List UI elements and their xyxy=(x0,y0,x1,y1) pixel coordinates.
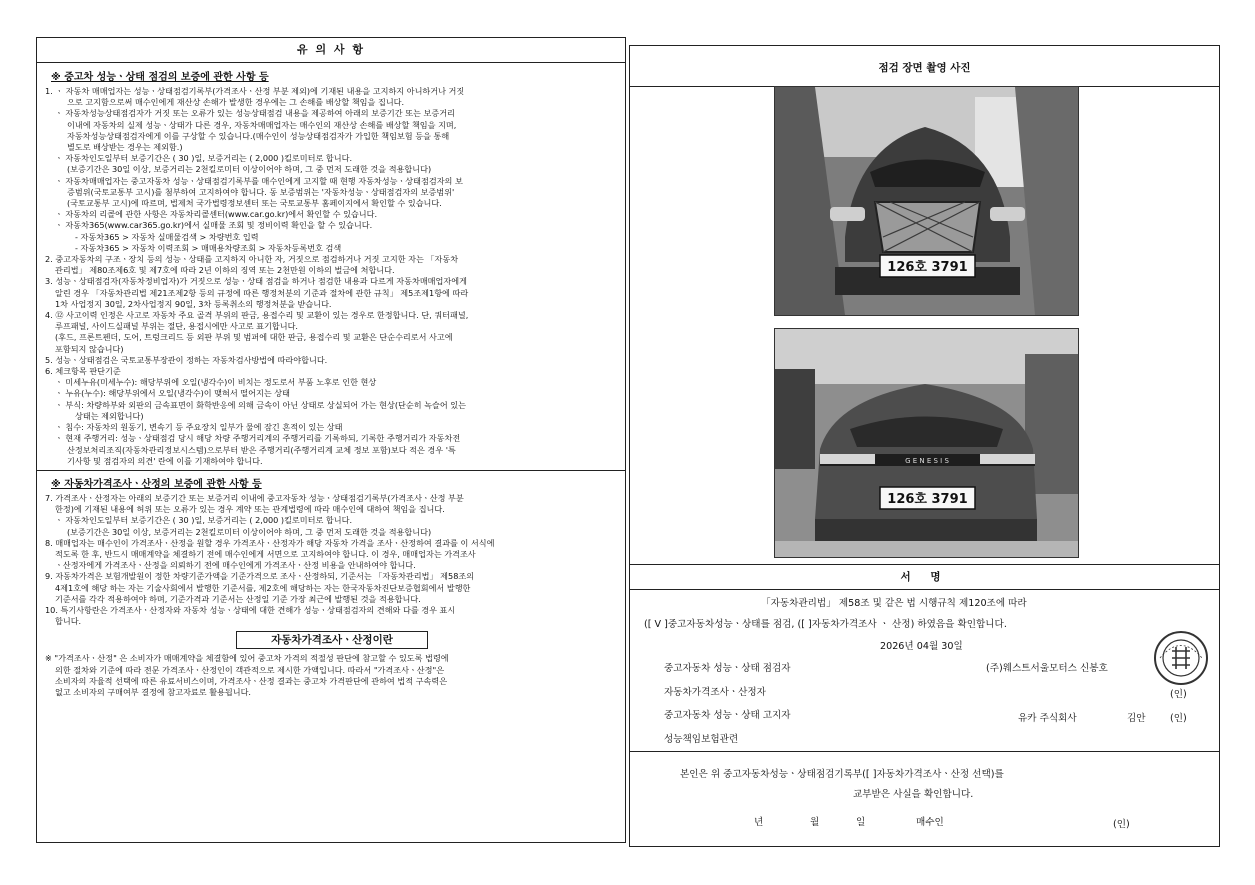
notice-line: ㆍ산정자에게 가격조사ㆍ산정을 의뢰하기 전에 매수인에게 가격조사ㆍ산정 비용을 안내하여야 합니다. xyxy=(55,560,416,571)
signature-date: 2026년 04월 30일 xyxy=(880,641,963,652)
receipt-divider xyxy=(630,751,1219,752)
company-seal-stamp xyxy=(1152,629,1210,687)
notice-line: ㆍ 자동차인도일부터 보증기간은 ( 30 )일, 보증거리는 ( 2,000 )킬로미터로 합니다. xyxy=(55,153,353,164)
notice-line: 루프패널, 사이드실패널 부위는 절단, 용접시에만 사고로 표기합니다. xyxy=(55,321,299,332)
appraiser-seal: (인) xyxy=(1170,689,1187,700)
notifier-company: 유카 주식회사 xyxy=(1018,713,1077,724)
receipt-line-1: 본인은 위 중고자동차성능ㆍ상태점검기록부([ ]자동차가격조사ㆍ산정 선택)를 xyxy=(680,769,1004,780)
notifier-seal: (인) xyxy=(1170,713,1187,724)
notice-line: 상태는 제외합니다) xyxy=(75,410,144,421)
notice-line: ㆍ 자동차365(www.car365.go.kr)에서 실매물 조회 및 정비이력 확인을 할 수 있습니다. xyxy=(55,220,373,231)
notice-line: 의한 절차와 기준에 따라 전문 가격조사ㆍ산정인이 객관적으로 제시한 가액입니다. 따라서 "가격조사ㆍ산정"은 xyxy=(55,664,445,675)
notice-line: 5. 성능ㆍ상태점검은 국토교통부장관이 정하는 자동차검사방법에 따라야합니다. xyxy=(45,354,328,365)
photo-title: 점검 장면 촬영 사진 xyxy=(630,46,1219,87)
notice-line: 기사항 및 점검자의 의견' 란에 이를 기재하여야 합니다. xyxy=(67,455,263,466)
notice-line: 기준서를 각각 적용하여야 하며, 기준가격과 기준서는 산정일 기준 가장 최근에 발행된 것을 적용합니다. xyxy=(55,593,421,604)
section2-list xyxy=(45,493,619,627)
notice-line: 관리법」 제80조제6호 및 제7호에 따라 2년 이하의 징역 또는 2천만원 이하의 벌금에 처합니다. xyxy=(55,265,395,276)
notice-line: 9. 자동차가격은 보험개발원이 정한 차량기준가액을 기준가격으로 조사ㆍ산정하되, 기준서는 「자동차관리법」 제58조의 xyxy=(45,571,475,582)
notice-line: 별도로 배상받는 경우는 제외함.) xyxy=(67,142,183,153)
month-label: 월 xyxy=(810,817,820,828)
signature-title: 서 명 xyxy=(630,564,1219,590)
notice-line: 적도록 한 후, 반드시 매매계약을 체결하기 전에 매수인에게 서면으로 고지하여야 합니다. 이 경우, 매매업자는 가격조사 xyxy=(55,548,476,559)
notice-line: ㆍ 현재 주행거리: 성능ㆍ상태점검 당시 해당 차량 주행거리계의 주행거리를 기록하되, 기록한 주행거리가 자동차전 xyxy=(55,433,461,444)
notice-line: 1. ㆍ 자동차 매매업자는 성능ㆍ상태점검기록부(가격조사ㆍ산정 부분 제외)에 기재된 내용을 고지하지 아니하거나 거짓 xyxy=(45,86,465,96)
day-label: 일 xyxy=(856,817,866,828)
front-car-photo xyxy=(774,86,1079,316)
notice-line: (보증기간은 30일 이상, 보증거리는 2천킬로미터 이상이어야 하며, 그 중 먼저 도래한 것을 적용합니다) xyxy=(67,164,432,175)
law-reference: 「자동차관리법」 제58조 및 같은 법 시행규칙 제120조에 따라 xyxy=(761,598,1027,609)
insurance-role: 성능책임보험관련 xyxy=(664,734,739,745)
notice-line: 한정)에 기재된 내용에 허위 또는 오류가 있는 경우 계약 또는 관계법령에 따라 매수인에 대하여 책임을 집니다. xyxy=(55,504,445,515)
section1-list xyxy=(45,86,619,467)
notice-line: 1차 사업정지 30일, 2차사업정지 90일, 3차 등록취소의 행정처분을 받습니다. xyxy=(55,298,332,309)
buyer-seal: (인) xyxy=(1113,819,1130,830)
section2-title: ※ 자동차가격조사ㆍ산정의 보증에 관한 사항 등 xyxy=(51,478,262,490)
notice-line: 10. 특기사항란은 가격조사ㆍ산정자와 자동차 성능ㆍ상태에 대한 견해가 성능ㆍ상태점검자의 견해와 다를 경우 표시 xyxy=(45,604,456,615)
rear-badge: G E N E S I S xyxy=(905,457,949,465)
front-plate-number: 126호 3791 xyxy=(887,260,968,275)
notice-line: 자동차성능상태점검자에게 이를 구상할 수 있습니다.(매수인이 성능상태점검자가 가입한 책임보험 등을 통해 xyxy=(67,130,450,141)
notice-line: - 자동차365 > 자동차 실매물검색 > 차량번호 입력 xyxy=(75,231,259,242)
notice-body xyxy=(37,64,625,842)
notice-line: ㆍ 침수: 자동차의 원동기, 변속기 등 주요장치 일부가 물에 잠긴 흔적이 있는 상태 xyxy=(55,422,343,433)
notice-line: 4. ⑫ 사고이력 인정은 사고로 자동차 주요 골격 부위의 판금, 용접수리 및 교환이 있는 경우로 한정합니다. 단, 쿼터패널, xyxy=(45,310,469,321)
notice-line: 7. 가격조사ㆍ산정자는 아래의 보증기간 또는 보증거리 이내에 중고자동차 성능ㆍ상태점검기록부(가격조사ㆍ산정 부분 xyxy=(45,492,464,503)
price-definition-title: 자동차가격조사ㆍ산정이란 xyxy=(236,631,428,649)
inspector-role: 중고자동차 성능ㆍ상태 점검자 xyxy=(664,663,791,674)
notice-line: ㆍ 누유(누수): 해당부위에서 오일(냉각수)이 맺혀서 떨어지는 상태 xyxy=(55,388,290,399)
buyer-label: 매수인 xyxy=(916,817,944,828)
appraiser-role: 자동차가격조사ㆍ산정자 xyxy=(664,687,766,698)
notice-line: ㆍ 자동차의 리콜에 관한 사항은 자동차리콜센터(www.car.go.kr)에서 확인할 수 있습니다. xyxy=(55,209,378,220)
notice-line: 6. 체크항목 판단기준 xyxy=(45,366,121,377)
notice-line: 소비자의 자율적 선택에 따른 유료서비스이며, 가격조사ㆍ산정 결과는 중고차 가격판단에 관하여 법적 구속력은 xyxy=(55,675,448,686)
notice-line: ㆍ 자동차성능상태점검자가 거짓 또는 오류가 있는 성능상태점검 내용을 제공하여 아래의 보증기간 또는 보증거리 xyxy=(55,108,455,119)
photo-signature-panel xyxy=(629,45,1220,847)
notice-line: 으로 고지함으로써 매수인에게 재산상 손해가 발생한 경우에는 그 손해를 배상할 책임을 집니다. xyxy=(67,97,405,108)
rear-plate-number: 126호 3791 xyxy=(887,492,968,507)
notice-line: ※ "가격조사ㆍ산정" 은 소비자가 매매계약을 체결함에 있어 중고차 가격의 적절성 판단에 참고할 수 있도록 법령에 xyxy=(45,653,449,664)
section3-list xyxy=(45,653,619,698)
section1-title: ※ 중고차 성능ㆍ상태 점검의 보증에 관한 사항 등 xyxy=(51,72,269,83)
notice-line: 2. 중고자동차의 구조ㆍ장치 등의 성능ㆍ상태를 고지하지 아니한 자, 거짓으로 점검하거나 거짓 고지한 자는 「자동차 xyxy=(45,254,459,265)
notice-line: (후드, 프론트펜더, 도어, 트렁크리드 등 외판 부위 및 범퍼에 대한 판금, 용접수리 및 교환은 단순수리로서 사고에 xyxy=(55,332,453,343)
notice-line: 4제1호에 해당 하는 자는 기술사회에서 발행한 기준서를, 제2호에 해당하는 자는 한국자동차진단보증협회에서 발행한 xyxy=(55,582,471,593)
notice-line: 이내에 자동차의 실제 성능ㆍ상태가 다른 경우, 자동차매매업자는 매수인의 재산상 손해를 배상할 책임을 지며, xyxy=(67,119,457,130)
year-label: 년 xyxy=(754,817,764,828)
receipt-line-2: 교부받은 사실을 확인합니다. xyxy=(853,789,974,800)
notice-line: - 자동차365 > 자동차 이력조회 > 매매용차량조회 > 자동차등록번호 검색 xyxy=(75,242,342,253)
notice-line: ㆍ 미세누유(미세누수): 해당부위에 오일(냉각수)이 비치는 정도로서 부품 노후로 인한 현상 xyxy=(55,377,377,388)
notice-line: (국토교통부 고시)에 따르며, 법제처 국가법령정보센터 또는 국토교통부 홈페이지에서 확인할 수 있습니다. xyxy=(67,198,442,209)
notice-line: 포함되지 않습니다) xyxy=(55,343,124,354)
notifier-role: 중고자동차 성능ㆍ상태 고지자 xyxy=(664,710,791,721)
notice-line: 산정보처리조직(자동차관리정보시스템)으로부터 받은 주행거리(주행거리계 교체 정보 포함)보다 적은 경우 '특 xyxy=(67,444,456,455)
notice-line: ㆍ 부식: 차량하부와 외판의 금속표면이 화학반응에 의해 금속이 아닌 상태로 상실되어 가는 현상(단순히 녹슬어 있는 xyxy=(55,399,466,410)
notice-title: 유 의 사 항 xyxy=(37,38,625,63)
front-car-image xyxy=(775,87,1078,315)
notice-line: 알린 경우 「자동차관리법 제21조제2항 등의 규정에 따른 행정처분의 기준과 절차에 관한 규칙」 제5조제1항에 따라 xyxy=(55,287,469,298)
inspector-name: (주)웨스트서울모터스 신봉호 xyxy=(986,663,1108,674)
notice-line: 합니다. xyxy=(55,616,82,627)
notifier-person: 김안 xyxy=(1127,713,1146,724)
notice-line: 3. 성능ㆍ상태점검자(자동차정비업자)가 거짓으로 성능ㆍ상태 점검을 하거나 점검한 내용과 다르게 자동차매매업자에게 xyxy=(45,276,467,287)
notice-line: ㆍ 자동차매매업자는 중고자동차 성능ㆍ상태점검기록부를 매수인에게 고지할 때 현행 자동차성능ㆍ상태점검자의 보 xyxy=(55,175,463,186)
notice-line: 없고 소비자의 구매여부 결정에 참고자료로 활용됩니다. xyxy=(55,686,252,697)
section-divider xyxy=(37,470,625,471)
notice-line: 8. 매매업자는 매수인이 가격조사ㆍ산정을 원할 경우 가격조사ㆍ산정자가 해당 자동차 가격을 조사ㆍ산정하여 결과를 이 서식에 xyxy=(45,537,495,548)
rear-car-photo xyxy=(774,328,1079,558)
rear-car-image xyxy=(775,329,1078,557)
notice-line: 증범위(국토교통부 고시)를 첨부하여 고지하여야 합니다. 동 보증범위는 '자동차성능ㆍ상태점검자의 보증범위' xyxy=(67,186,455,197)
notice-line: (보증기간은 30일 이상, 보증거리는 2천킬로미터 이상이어야 하며, 그 중 먼저 도래한 것을 적용합니다) xyxy=(67,526,432,537)
notice-line: ㆍ 자동차인도일부터 보증기간은 ( 30 )일, 보증거리는 ( 2,000 )킬로미터로 합니다. xyxy=(55,515,353,526)
inspection-confirmation: ([ V ]중고자동차성능ㆍ상태를 점검, ([ ]자동차가격조사 ㆍ 산정) 하였음을 확인합니다. xyxy=(644,619,1007,630)
notice-panel xyxy=(36,37,626,843)
